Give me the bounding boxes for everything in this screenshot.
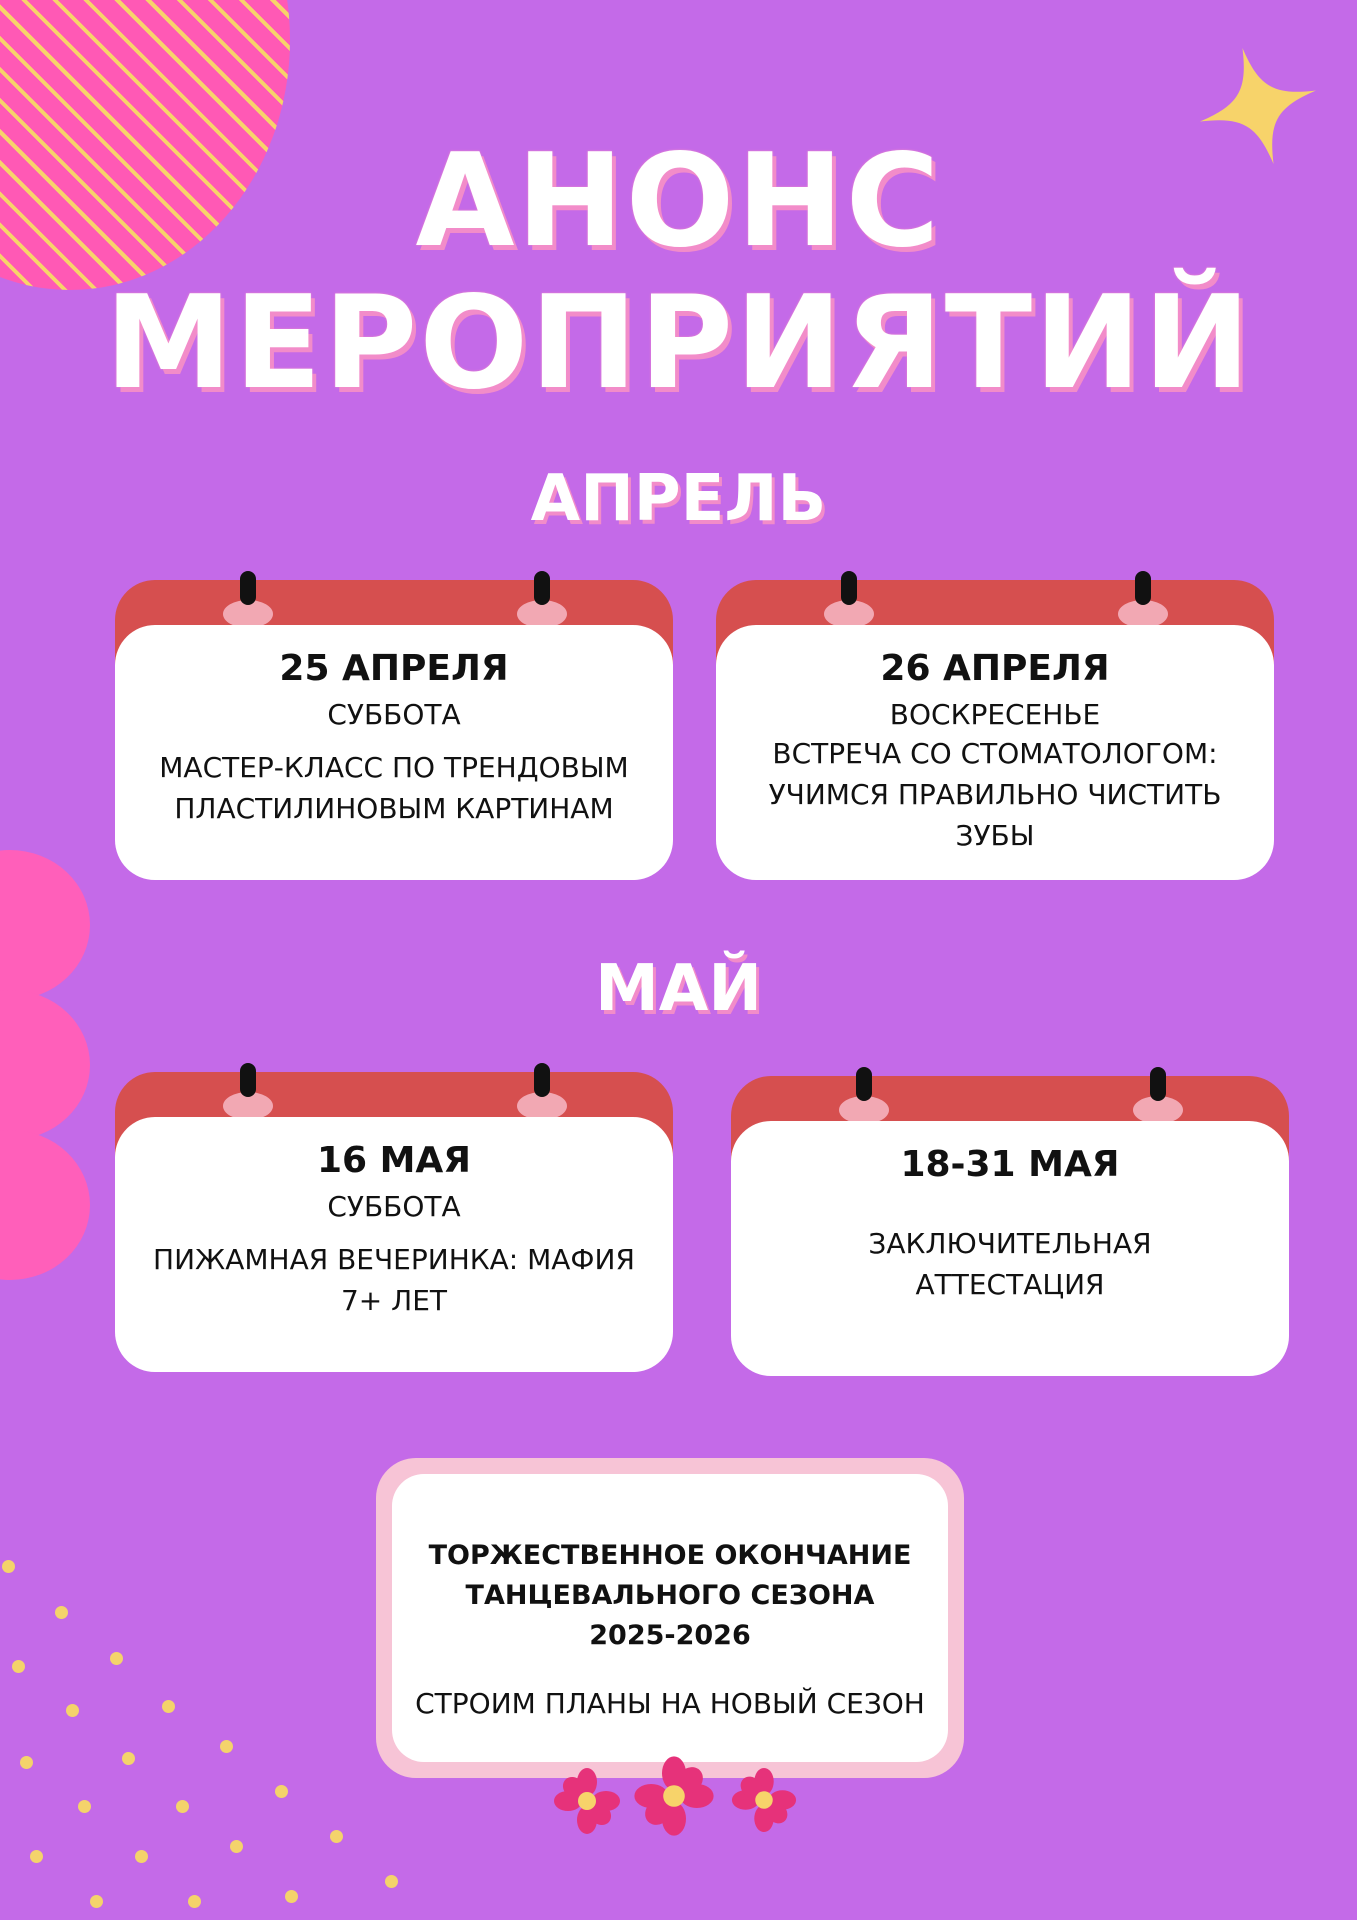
event-card-body bbox=[731, 1121, 1289, 1376]
event-date: 16 МАЯ bbox=[316, 1140, 472, 1181]
event-description bbox=[731, 1223, 1289, 1305]
final-heading-line: ТОРЖЕСТВЕННОЕ ОКОНЧАНИЕ bbox=[428, 1540, 912, 1571]
dot-decoration bbox=[2, 1560, 15, 1573]
event-description-line: 7+ ЛЕТ bbox=[340, 1284, 448, 1317]
final-event-subtitle: СТРОИМ ПЛАНЫ НА НОВЫЙ СЕЗОН bbox=[415, 1687, 925, 1720]
final-heading-line: ТАНЦЕВАЛЬНОГО СЕЗОНА bbox=[465, 1580, 875, 1611]
dot-decoration bbox=[30, 1850, 43, 1863]
final-event-body bbox=[392, 1474, 948, 1762]
dot-decoration bbox=[285, 1890, 298, 1903]
event-date: 25 АПРЕЛЯ bbox=[279, 648, 509, 689]
event-description-line: УЧИМСЯ ПРАВИЛЬНО ЧИСТИТЬ bbox=[768, 778, 1222, 811]
dot-decoration bbox=[385, 1875, 398, 1888]
event-card-body bbox=[115, 625, 673, 880]
month-heading-may: МАЙ bbox=[595, 952, 762, 1026]
dot-decoration bbox=[110, 1652, 123, 1665]
event-description-line: АТТЕСТАЦИЯ bbox=[915, 1268, 1105, 1301]
dot-decoration bbox=[55, 1606, 68, 1619]
event-description-line: ПИЖАМНАЯ ВЕЧЕРИНКА: МАФИЯ bbox=[153, 1243, 635, 1276]
calendar-pin bbox=[534, 571, 550, 605]
event-description-line: ЗУБЫ bbox=[955, 819, 1035, 852]
event-card bbox=[731, 1076, 1289, 1376]
dot-decoration bbox=[90, 1895, 103, 1908]
event-card-body bbox=[115, 1117, 673, 1372]
event-description-line: ЗАКЛЮЧИТЕЛЬНАЯ bbox=[868, 1227, 1152, 1260]
dot-decoration bbox=[188, 1895, 201, 1908]
dot-decoration bbox=[330, 1830, 343, 1843]
month-heading-april: АПРЕЛЬ bbox=[530, 462, 827, 536]
event-card-body bbox=[716, 625, 1274, 880]
final-heading-line: 2025-2026 bbox=[589, 1620, 751, 1651]
event-weekday: СУББОТА bbox=[327, 1190, 461, 1223]
final-event-box bbox=[376, 1458, 964, 1778]
event-description bbox=[115, 747, 673, 829]
flower-icon bbox=[552, 1766, 622, 1836]
event-description bbox=[716, 733, 1274, 856]
dot-decoration bbox=[220, 1740, 233, 1753]
dot-decoration bbox=[275, 1785, 288, 1798]
event-weekday: СУББОТА bbox=[327, 698, 461, 731]
event-card bbox=[716, 580, 1274, 880]
event-date: 26 АПРЕЛЯ bbox=[880, 648, 1110, 689]
dot-decoration bbox=[176, 1800, 189, 1813]
dot-decoration bbox=[12, 1660, 25, 1673]
calendar-pin bbox=[240, 571, 256, 605]
dot-decoration bbox=[66, 1704, 79, 1717]
flower-icon bbox=[632, 1754, 716, 1838]
event-weekday: ВОСКРЕСЕНЬЕ bbox=[889, 698, 1101, 731]
calendar-pin bbox=[240, 1063, 256, 1097]
dot-decoration bbox=[78, 1800, 91, 1813]
dot-decoration bbox=[135, 1850, 148, 1863]
pink-blob-decoration bbox=[0, 1130, 90, 1280]
event-description-line: ПЛАСТИЛИНОВЫМ КАРТИНАМ bbox=[174, 792, 614, 825]
event-date: 18-31 МАЯ bbox=[900, 1144, 1120, 1185]
event-card bbox=[115, 580, 673, 880]
final-event-heading bbox=[392, 1536, 948, 1656]
calendar-pin bbox=[856, 1067, 872, 1101]
calendar-pin bbox=[1135, 571, 1151, 605]
dot-decoration bbox=[20, 1756, 33, 1769]
calendar-pin bbox=[534, 1063, 550, 1097]
page-title-line2: МЕРОПРИЯТИЙ bbox=[104, 269, 1253, 418]
event-description-line: МАСТЕР-КЛАСС ПО ТРЕНДОВЫМ bbox=[159, 751, 629, 784]
dot-decoration bbox=[230, 1840, 243, 1853]
flower-icon bbox=[730, 1766, 798, 1834]
calendar-pin bbox=[1150, 1067, 1166, 1101]
event-card bbox=[115, 1072, 673, 1372]
calendar-pin bbox=[841, 571, 857, 605]
event-description-line: ВСТРЕЧА СО СТОМАТОЛОГОМ: bbox=[772, 737, 1218, 770]
dot-decoration bbox=[122, 1752, 135, 1765]
page-title-line1: АНОНС bbox=[415, 127, 942, 276]
event-description bbox=[115, 1239, 673, 1321]
dot-decoration bbox=[162, 1700, 175, 1713]
